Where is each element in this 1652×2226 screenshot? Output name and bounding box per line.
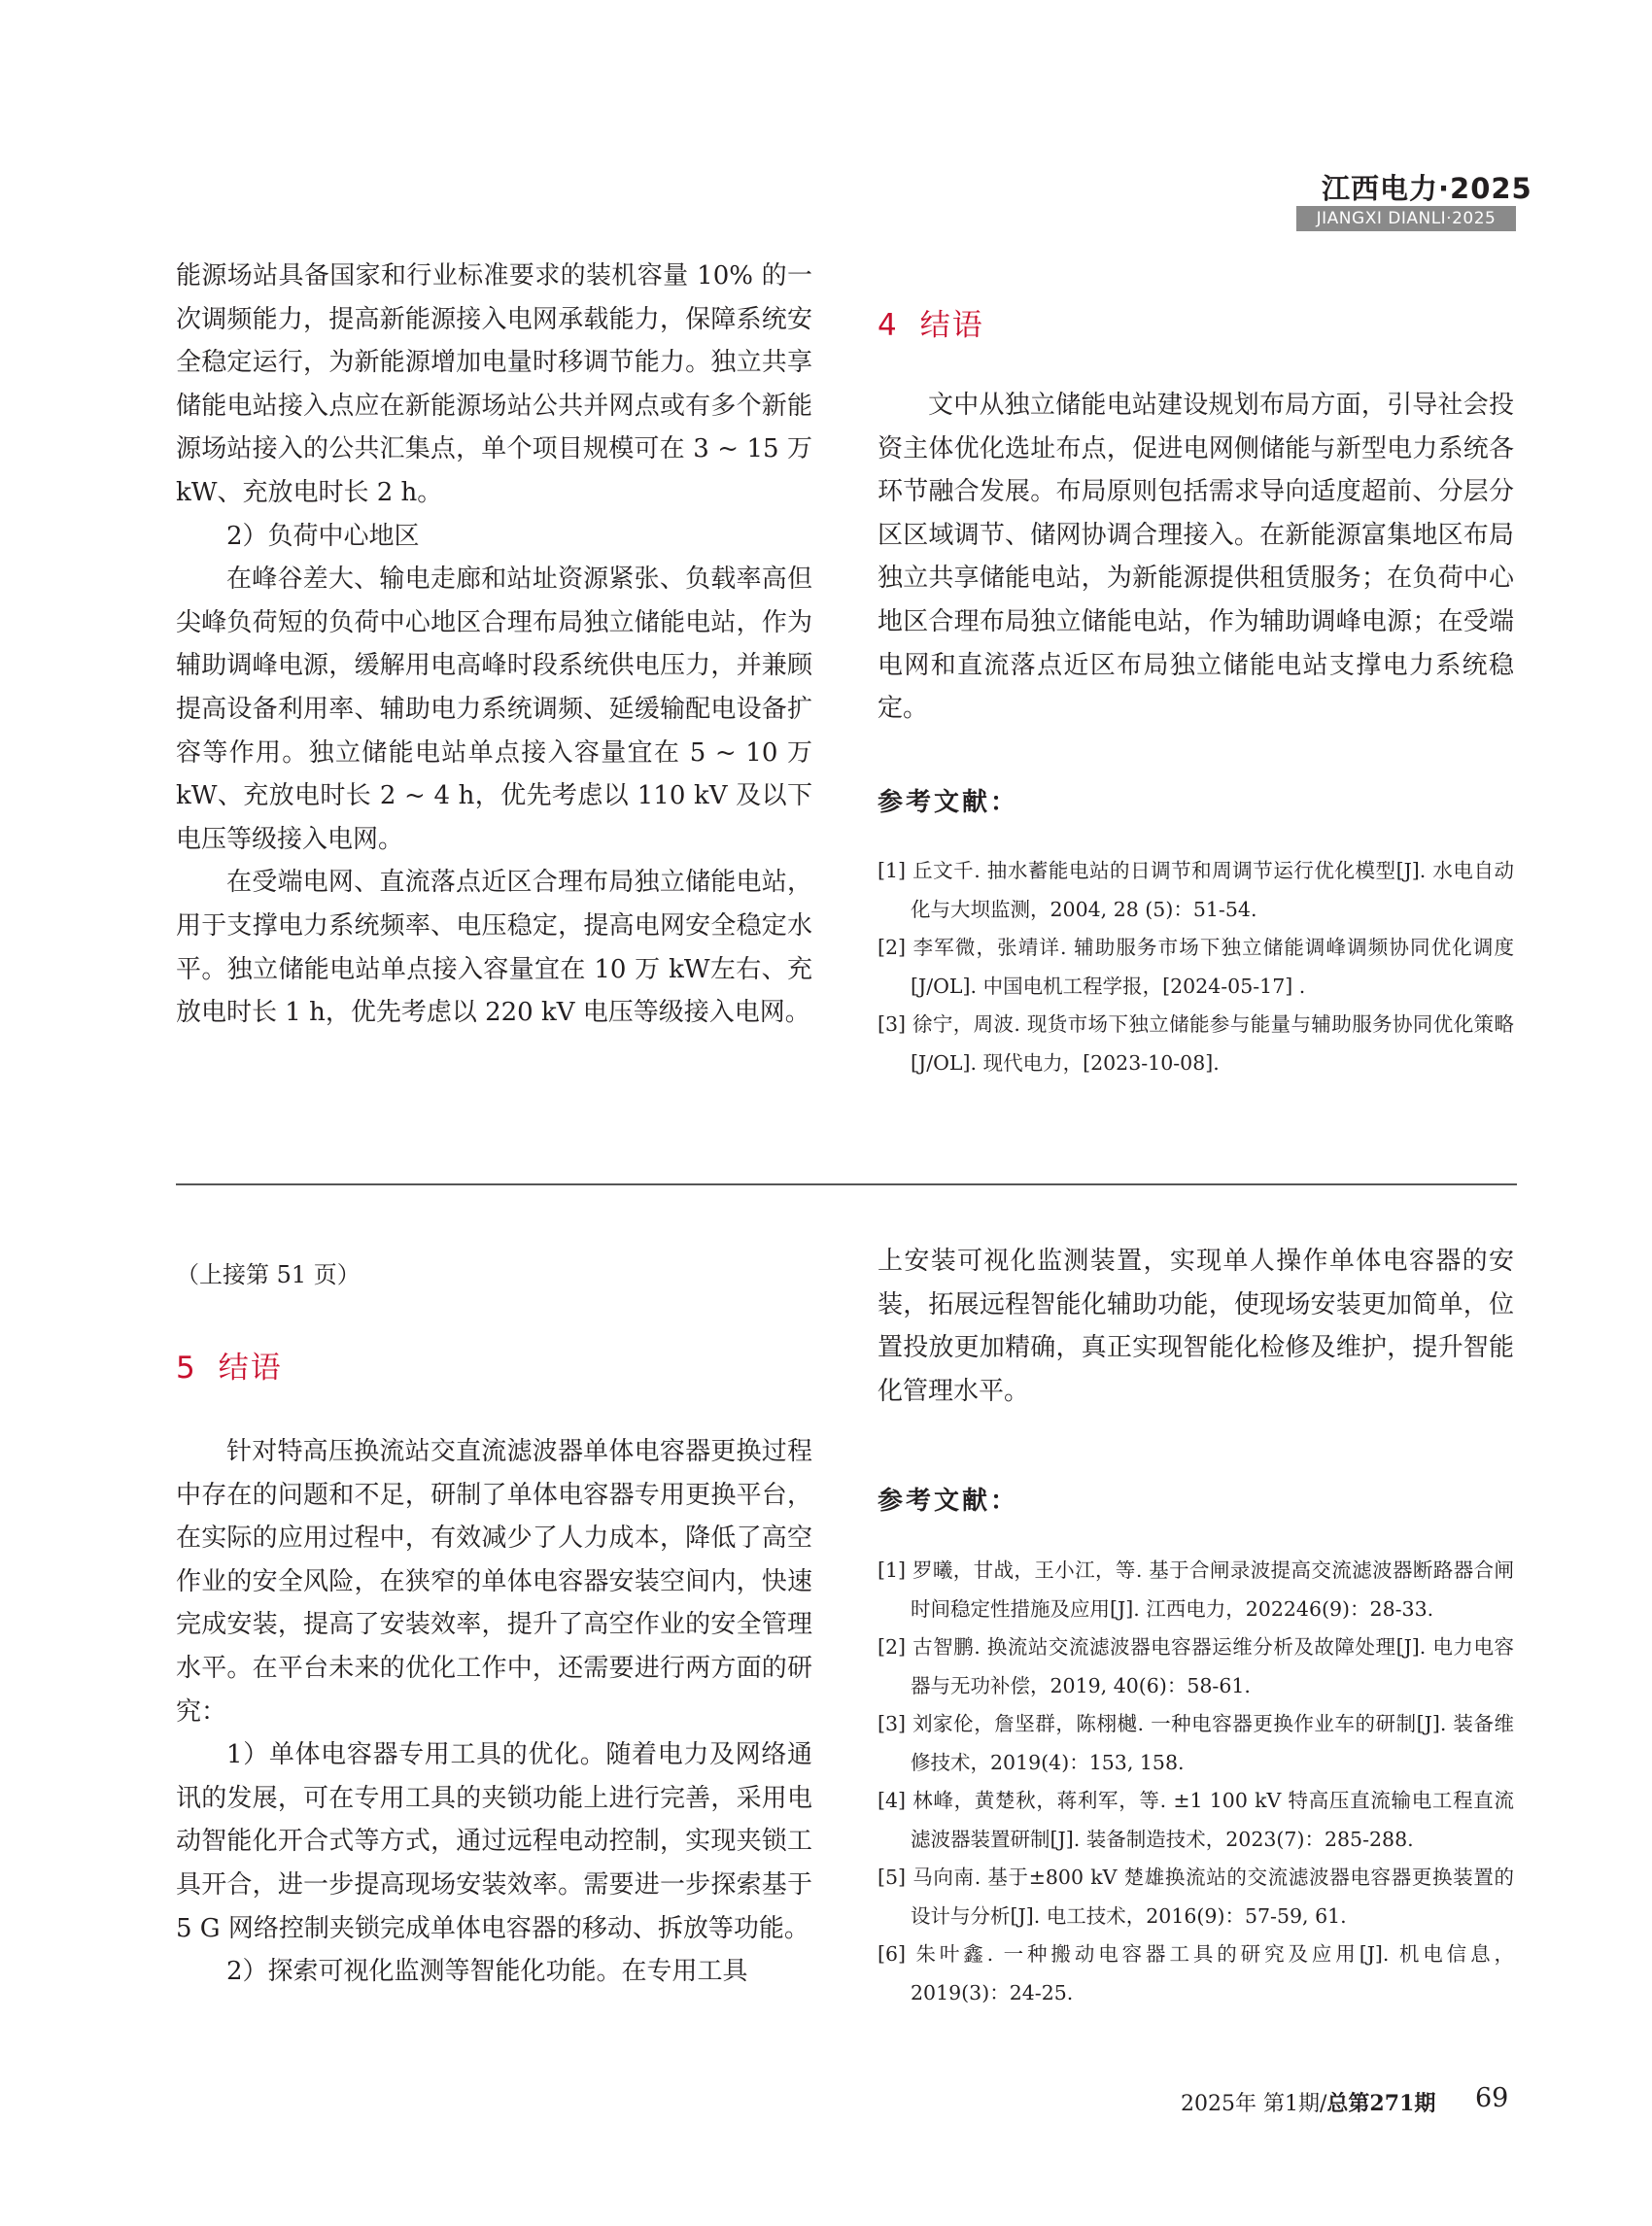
reference-item: [1] 丘文千. 抽水蓄能电站的日调节和周调节运行优化模型[J]. 水电自动化与大坝监测，2004, 28 (5)：51-54. bbox=[878, 859, 1514, 921]
references-heading: 参考文献： bbox=[878, 1487, 1019, 1516]
journal-title: 江西电力·2025 bbox=[1322, 172, 1532, 205]
conclusion-paragraph: 文中从独立储能电站建设规划布局方面，引导社会投资主体优化选址布点，促进电网侧储能与新型电力系统各环节融合发展。布局原则包括需求导向适度超前、分层分区区域调节、储网协调合理接入。在新能源富集地区布局独立共享储能电站，为新能源提供租赁服务；在负荷中心地区合理布局独立储能电站，作为辅助调峰电源；在受端电网和直流落点近区布局独立储能电站支撑电力系统稳定。 bbox=[878, 391, 1514, 724]
continued-note: （上接第 51 页） bbox=[176, 1261, 361, 1288]
reference-item: [4] 林峰，黄楚秋，蒋利军，等. ±1 100 kV 特高压直流输电工程直流滤波器装置研制[J]. 装备制造技术，2023(7)：285-288. bbox=[878, 1789, 1514, 1851]
bottom-left-column bbox=[176, 1430, 812, 1994]
bottom-right-column bbox=[878, 1240, 1514, 1413]
reference-item: [1] 罗曦，甘战，王小江，等. 基于合闸录波提高交流滤波器断路器合闸时间稳定性措施及应用[J]. 江西电力，202246(9)：28-33. bbox=[878, 1558, 1514, 1621]
issue-info bbox=[1181, 2087, 1435, 2117]
section-number: 4 bbox=[878, 308, 899, 343]
body-paragraph: 针对特高压换流站交直流滤波器单体电容器更换过程中存在的问题和不足，研制了单体电容器专用更换平台，在实际的应用过程中，有效减少了人力成本，降低了高空作业的安全风险，在狭窄的单体电容器安装空间内，快速完成安装，提高了安装效率，提升了高空作业的安全管理水平。在平台未来的优化工作中，还需要进行两方面的研究： bbox=[176, 1437, 812, 1727]
issue-prefix: 2025年 第1期/ bbox=[1181, 2092, 1327, 2116]
reference-item: [2] 李军微，张靖详. 辅助服务市场下独立储能调峰调频协同优化调度[J/OL]. 中国电机工程学报，[2024-05-17] . bbox=[878, 936, 1514, 998]
body-paragraph: 上安装可视化监测装置，实现单人操作单体电容器的安装，拓展远程智能化辅助功能，使现场安装更加简单，位置投放更加精确，真正实现智能化检修及维护，提升智能化管理水平。 bbox=[878, 1247, 1514, 1406]
section-title: 结语 bbox=[218, 1351, 283, 1386]
reference-item: [2] 古智鹏. 换流站交流滤波器电容器运维分析及故障处理[J]. 电力电容器与无功补偿，2019, 40(6)：58-61. bbox=[878, 1635, 1514, 1697]
reference-item: [3] 刘家伦，詹坚群，陈栩樾. 一种电容器更换作业车的研制[J]. 装备维修技术，2019(4)：153, 158. bbox=[878, 1712, 1514, 1774]
body-paragraph: 1）单体电容器专用工具的优化。随着电力及网络通讯的发展，可在专用工具的夹锁功能上进行完善，采用电动智能化开合式等方式，通过远程电动控制，实现夹锁工具开合，进一步提高现场安装效率。需要进一步探索基于 5 G 网络控制夹锁完成单体电容器的移动、拆放等功能。 bbox=[176, 1740, 812, 1943]
reference-item: [6] 朱叶鑫. 一种搬动电容器工具的研究及应用[J]. 机电信息，2019(3)：24-25. bbox=[878, 1942, 1514, 2004]
section-heading bbox=[878, 300, 984, 344]
section-title: 结语 bbox=[919, 308, 984, 343]
section-divider bbox=[176, 1183, 1517, 1185]
body-paragraph: 能源场站具备国家和行业标准要求的装机容量 10% 的一次调频能力，提高新能源接入电网承载能力，保障系统安全稳定运行，为新能源增加电量时移调节能力。独立共享储能电站接入点应在新能源场站公共并网点或有多个新能源场站接入的公共汇集点，单个项目规模可在 3 ~ 15 万 kW、充放电时长 2 h。 bbox=[176, 261, 812, 507]
section-number: 5 bbox=[176, 1351, 197, 1386]
reference-item: [5] 马向南. 基于±800 kV 楚雄换流站的交流滤波器电容器更换装置的设计与分析[J]. 电工技术，2016(9)：57-59, 61. bbox=[878, 1866, 1514, 1928]
top-right-column bbox=[878, 384, 1514, 731]
subsection-heading: 2）负荷中心地区 bbox=[226, 521, 420, 551]
body-paragraph: 在受端电网、直流落点近区合理布局独立储能电站，用于支撑电力系统频率、电压稳定，提高电网安全稳定水平。独立储能电站单点接入容量宜在 10 万 kW左右、充放电时长 1 h，优先考虑以 220 kV 电压等级接入电网。 bbox=[176, 868, 812, 1028]
reference-item: [3] 徐宁，周波. 现货市场下独立储能参与能量与辅助服务协同优化策略[J/OL]. 现代电力，[2023-10-08]. bbox=[878, 1012, 1514, 1075]
references-list bbox=[878, 852, 1514, 1082]
body-paragraph: 在峰谷差大、输电走廊和站址资源紧张、负载率高但尖峰负荷短的负荷中心地区合理布局独立储能电站，作为辅助调峰电源，缓解用电高峰时段系统供电压力，并兼顾提高设备利用率、辅助电力系统调频、延缓输配电设备扩容等作用。独立储能电站单点接入容量宜在 5 ~ 10 万 kW、充放电时长 2 ~ 4 h，优先考虑以 110 kV 及以下电压等级接入电网。 bbox=[176, 565, 812, 854]
body-paragraph: 2）探索可视化监测等智能化功能。在专用工具 bbox=[226, 1957, 748, 1987]
references-list bbox=[878, 1552, 1514, 2012]
top-left-column bbox=[176, 255, 812, 1035]
page-number: 69 bbox=[1475, 2083, 1509, 2113]
issue-total: 总第271期 bbox=[1326, 2091, 1436, 2116]
journal-subtitle: JIANGXI DIANLI·2025 bbox=[1296, 206, 1516, 231]
section-heading bbox=[176, 1343, 283, 1387]
references-heading: 参考文献： bbox=[878, 788, 1019, 817]
